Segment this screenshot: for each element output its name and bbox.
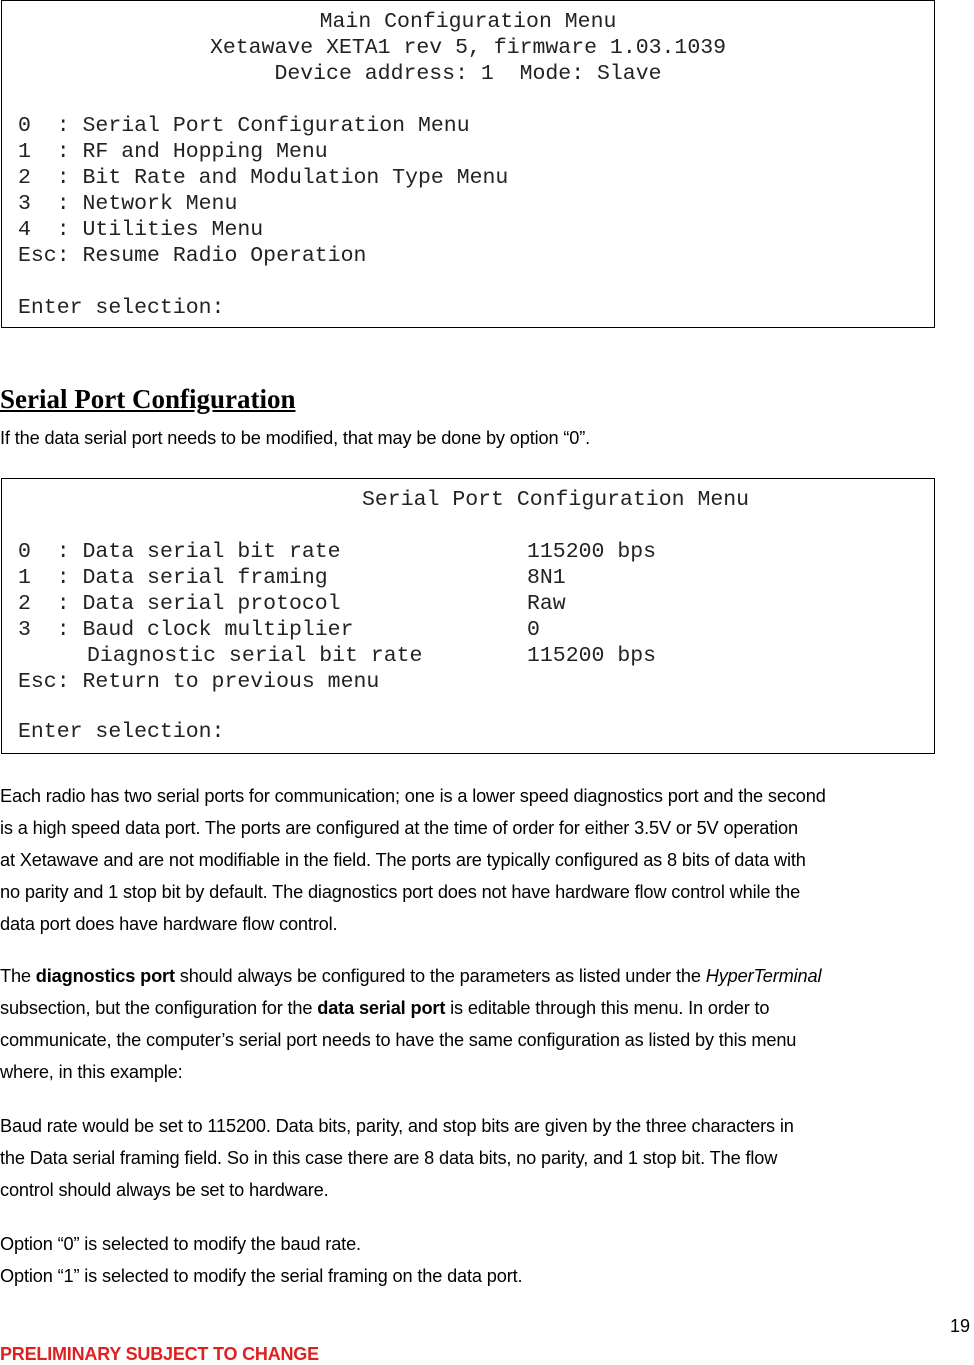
serial-item-0-value: 115200 bps	[527, 540, 657, 564]
main-menu-title: Main Configuration Menu	[319, 10, 617, 34]
device-info: Xetawave XETA1 rev 5, firmware 1.03.1039	[209, 36, 727, 60]
section-intro: If the data serial port needs to be modified, that may be done by option “0”.	[0, 428, 591, 448]
paragraph-ports: Each radio has two serial ports for communication; one is a lower speed diagnostics port and the second is a high speed data port. The ports are configured at the time of order for either 3.5V or 5V operation at Xetawave and are not modifiable in the field. The ports are typically configured as 8 bits of data with no parity and 1 stop bit by default. The diagnostics port does not have hardware flow control while the data port does have hardware flow control.	[0, 786, 826, 934]
serial-item-diagnostic: Diagnostic serial bit rate	[87, 644, 423, 668]
serial-item-2: 2 : Data serial protocol	[18, 592, 341, 616]
menu-item-esc: Esc: Resume Radio Operation	[18, 244, 367, 268]
page-number: 19	[949, 1316, 970, 1336]
address-mode: Device address: 1 Mode: Slave	[274, 62, 662, 86]
section-heading: Serial Port Configuration	[0, 384, 296, 414]
main-menu-terminal	[1, 0, 935, 328]
serial-item-3-value: 0	[527, 618, 540, 642]
serial-item-2-value: Raw	[527, 592, 566, 616]
paragraph-baud-rate: Baud rate would be set to 115200. Data bits, parity, and stop bits are given by the three characters in the Data serial framing field. So in this case there are 8 data bits, no parity, and 1 stop bit. The flow control should always be set to hardware.	[0, 1116, 794, 1200]
menu-item-4: 4 : Utilities Menu	[18, 218, 264, 242]
serial-item-1: 1 : Data serial framing	[18, 566, 328, 590]
paragraph-configuration: The diagnostics port should always be configured to the parameters as listed under the HyperTerminal subsection, but the configuration for the data serial port is editable through this menu. In order to communicate, the computer’s serial port needs to have the same configuration as listed by this menu where, in this example:	[0, 966, 822, 1082]
serial-menu-terminal	[1, 478, 935, 754]
main-menu-prompt: Enter selection:	[18, 296, 225, 320]
menu-item-0: 0 : Serial Port Configuration Menu	[18, 114, 470, 138]
serial-item-diagnostic-value: 115200 bps	[527, 644, 657, 668]
serial-item-3: 3 : Baud clock multiplier	[18, 618, 354, 642]
serial-menu-prompt: Enter selection:	[18, 720, 225, 744]
menu-item-1: 1 : RF and Hopping Menu	[18, 140, 328, 164]
paragraph-options: Option “0” is selected to modify the baud rate. Option “1” is selected to modify the serial framing on the data port.	[0, 1234, 523, 1286]
menu-item-3: 3 : Network Menu	[18, 192, 238, 216]
serial-item-1-value: 8N1	[527, 566, 566, 590]
serial-menu-title: Serial Port Configuration Menu	[362, 488, 750, 512]
menu-item-2: 2 : Bit Rate and Modulation Type Menu	[18, 166, 509, 190]
serial-item-esc: Esc: Return to previous menu	[18, 670, 380, 694]
serial-item-0: 0 : Data serial bit rate	[18, 540, 341, 564]
preliminary-notice: PRELIMINARY SUBJECT TO CHANGE	[0, 1344, 319, 1364]
